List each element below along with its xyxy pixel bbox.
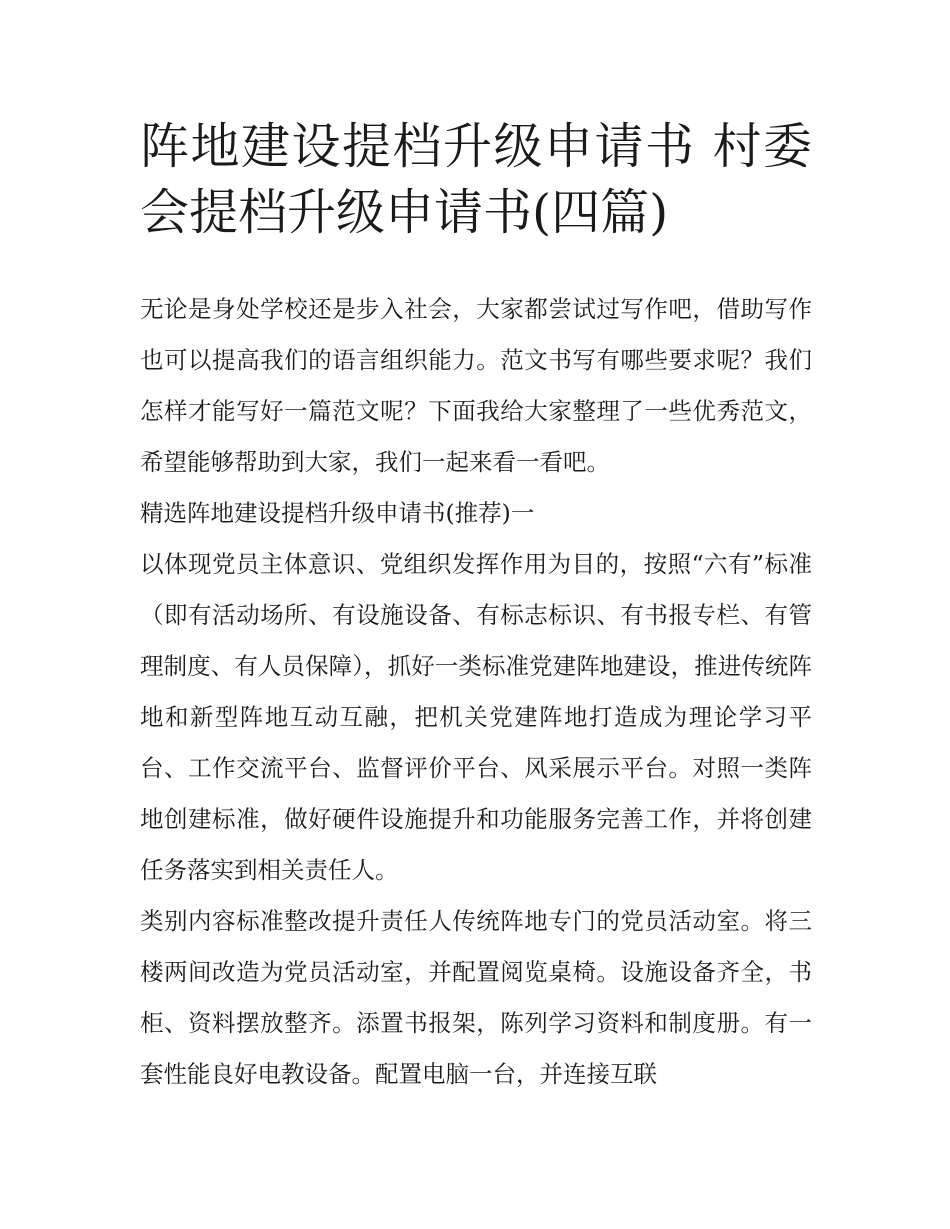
intro-paragraph: 无论是身处学校还是步入社会，大家都尝试过写作吧，借助写作也可以提高我们的语言组织能力。范文书写有哪些要求呢？我们怎样才能写好一篇范文呢？下面我给大家整理了一些优秀范文，希望能够帮助到大家，我们一起来看一看吧。 [140, 295, 812, 476]
document-title: 阵地建设提档升级申请书 村委会提档升级申请书(四篇) [140, 118, 812, 241]
body-paragraph: 以体现党员主体意识、党组织发挥作用为目的，按照“六有”标准（即有活动场所、有设施设备、有标志标识、有书报专栏、有管理制度、有人员保障），抓好一类标准党建阵地建设，推进传统阵地和新型阵地互动互融，把机关党建阵地打造成为理论学习平台、工作交流平台、监督评价平台、风采展示平台。对照一类阵地创建标准，做好硬件设施提升和功能服务完善工作，并将创建任务落实到相关责任人。 [140, 550, 812, 884]
section-heading: 精选阵地建设提档升级申请书(推荐)一 [140, 499, 535, 527]
document-body [140, 284, 812, 1100]
body-paragraph: 类别内容标准整改提升责任人传统阵地专门的党员活动室。将三楼两间改造为党员活动室，并配置阅览桌椅。设施设备齐全，书柜、资料摆放整齐。添置书报架，陈列学习资料和制度册。有一套性能良好电教设备。配置电脑一台，并连接互联 [140, 907, 812, 1088]
